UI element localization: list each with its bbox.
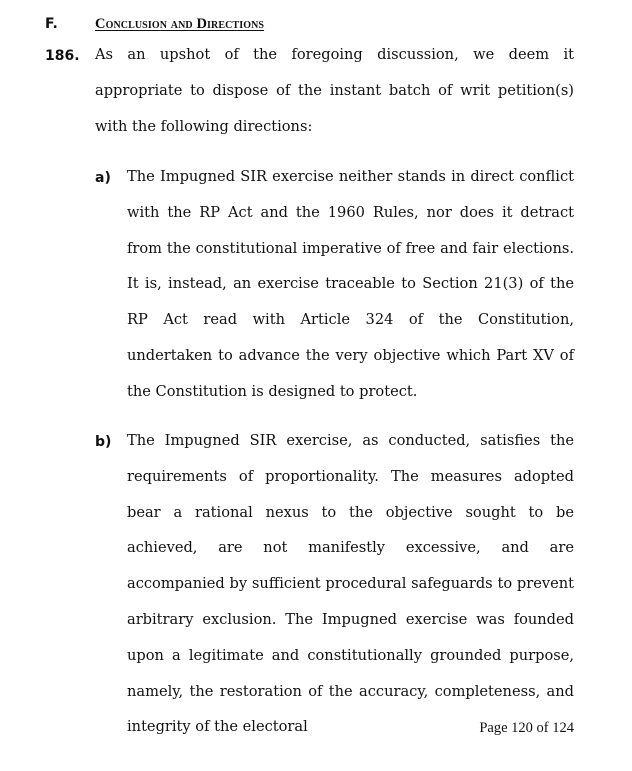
direction-label-b: b) xyxy=(95,434,112,450)
section-title: Conclusion and Directions xyxy=(95,16,265,32)
direction-text-b: The Impugned SIR exercise, as conducted, satisfies the requirements of proportionality. The measures adopted bear a rational nexus to the objective sought to be achieved, are not manifestly excessive, and are accompanied by sufficient procedural safeguards to prevent arbitrary exclusion. The Impugned exercise was founded upon a legitimate and constitutionally grounded purpose, namely, the restoration of the accuracy, completeness, and integrity of the electoral xyxy=(127,432,574,736)
direction-item-a xyxy=(95,159,574,409)
section-heading xyxy=(45,14,605,36)
direction-text-a: The Impugned SIR exercise neither stands in direct conflict with the RP Act and the 1960 Rules, nor does it detract from the constitutional imperative of free and fair elections. It is, instead, an exercise traceable to Section 21(3) of the RP Act read with Article 324 of the Constitution, undertaken to advance the very objective which Part XV of the Constitution is designed to protect. xyxy=(127,168,574,400)
page-number: Page 120 of 124 xyxy=(479,720,574,736)
section-letter: F. xyxy=(45,16,58,32)
paragraph-number: 186. xyxy=(45,48,80,64)
direction-label-a: a) xyxy=(95,170,111,186)
paragraph-text: As an upshot of the foregoing discussion, we deem it appropriate to dispose of the instant batch of writ petition(s) with the following directions: xyxy=(95,46,574,135)
